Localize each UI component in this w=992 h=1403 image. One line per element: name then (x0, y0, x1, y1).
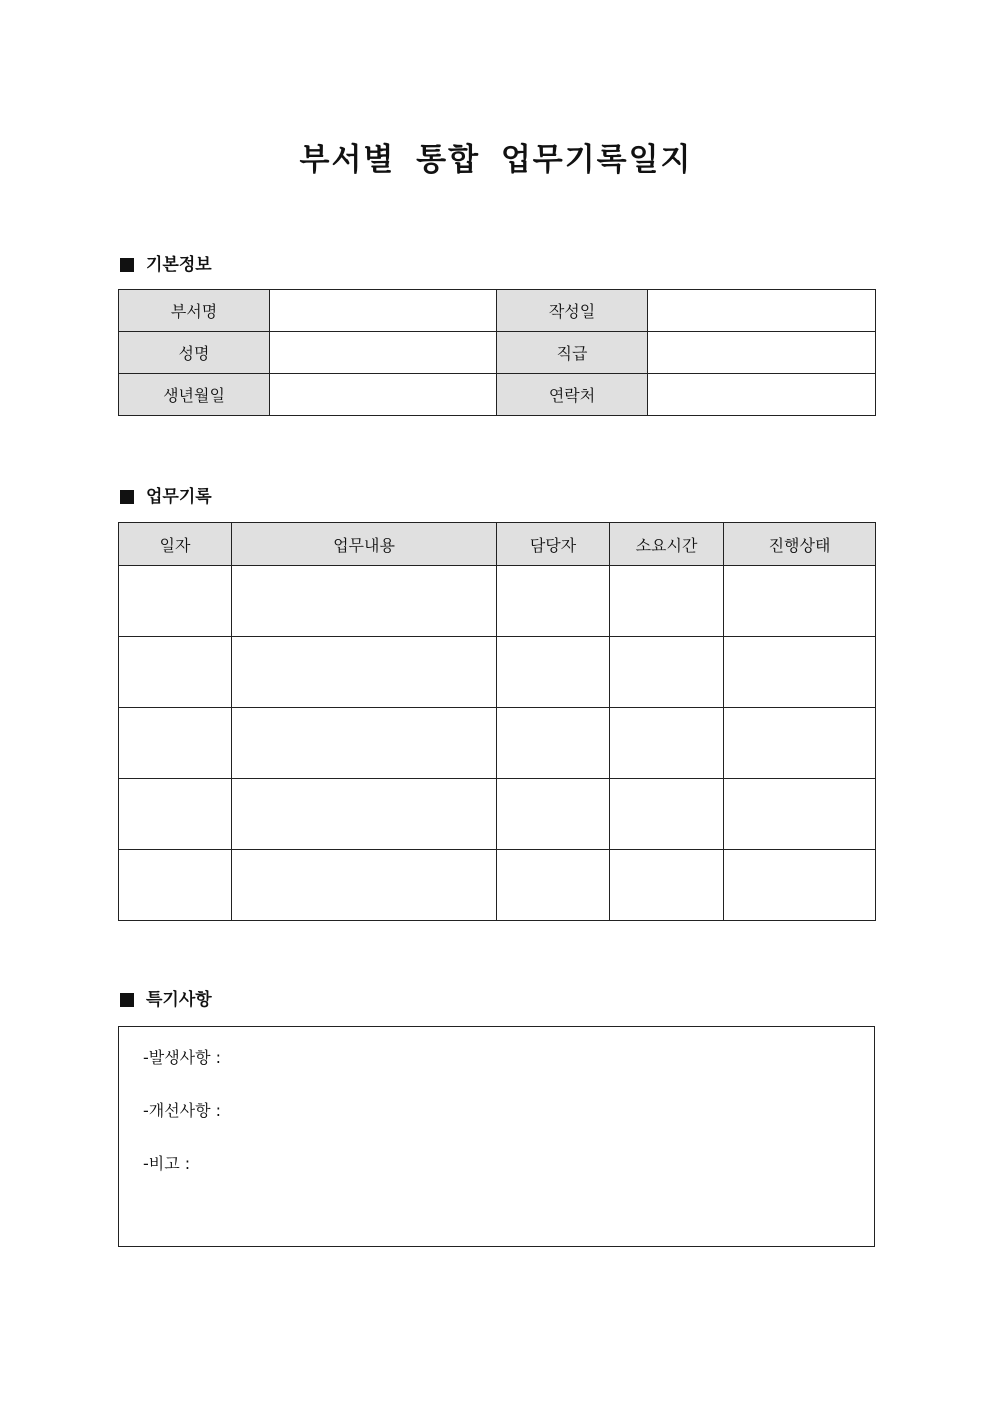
column-header-content: 업무내용 (232, 523, 497, 566)
contact-field[interactable] (648, 374, 876, 416)
table-cell[interactable] (724, 779, 876, 850)
column-header-status: 진행상태 (724, 523, 876, 566)
table-cell[interactable] (610, 637, 724, 708)
work-log-heading (118, 485, 212, 509)
table-cell[interactable] (497, 566, 610, 637)
table-row (119, 708, 876, 779)
column-header-date: 일자 (119, 523, 232, 566)
field-label: 성명 (119, 332, 270, 374)
notes-heading-label: 특기사항 (146, 990, 212, 1010)
table-cell[interactable] (232, 779, 497, 850)
table-cell[interactable] (497, 708, 610, 779)
birthdate-field[interactable] (270, 374, 497, 416)
position-field[interactable] (648, 332, 876, 374)
work-log-table (118, 522, 876, 921)
notes-heading (118, 988, 212, 1012)
table-cell[interactable] (724, 566, 876, 637)
table-header-row (119, 523, 876, 566)
table-cell[interactable] (497, 779, 610, 850)
table-cell[interactable] (610, 850, 724, 921)
table-cell[interactable] (232, 708, 497, 779)
table-cell[interactable] (724, 637, 876, 708)
table-row (119, 332, 876, 374)
note-improvement: -개선사항 : (143, 1101, 222, 1120)
table-cell[interactable] (232, 850, 497, 921)
table-row (119, 637, 876, 708)
field-label: 작성일 (497, 290, 648, 332)
basic-info-heading-label: 기본정보 (146, 255, 212, 275)
table-cell[interactable] (497, 850, 610, 921)
field-label: 생년월일 (119, 374, 270, 416)
field-label: 연락처 (497, 374, 648, 416)
table-cell[interactable] (610, 566, 724, 637)
table-cell[interactable] (119, 708, 232, 779)
table-cell[interactable] (610, 779, 724, 850)
table-cell[interactable] (724, 850, 876, 921)
document-title: 부서별 통합 업무기록일지 (299, 142, 693, 178)
basic-info-heading (118, 253, 212, 277)
square-bullet-icon (120, 258, 134, 272)
name-field[interactable] (270, 332, 497, 374)
table-cell[interactable] (232, 637, 497, 708)
field-label: 직급 (497, 332, 648, 374)
table-cell[interactable] (119, 779, 232, 850)
table-cell[interactable] (119, 566, 232, 637)
table-row (119, 850, 876, 921)
table-row (119, 566, 876, 637)
note-remarks: -비고 : (143, 1154, 191, 1173)
table-cell[interactable] (232, 566, 497, 637)
note-occurrence: -발생사항 : (143, 1048, 222, 1067)
department-field[interactable] (270, 290, 497, 332)
column-header-duration: 소요시간 (610, 523, 724, 566)
column-header-assignee: 담당자 (497, 523, 610, 566)
notes-box[interactable] (118, 1026, 875, 1247)
square-bullet-icon (120, 490, 134, 504)
table-row (119, 779, 876, 850)
table-cell[interactable] (724, 708, 876, 779)
table-cell[interactable] (497, 637, 610, 708)
square-bullet-icon (120, 993, 134, 1007)
table-row (119, 374, 876, 416)
table-row (119, 290, 876, 332)
work-log-heading-label: 업무기록 (146, 487, 212, 507)
table-cell[interactable] (610, 708, 724, 779)
field-label: 부서명 (119, 290, 270, 332)
basic-info-table (118, 289, 876, 416)
table-cell[interactable] (119, 850, 232, 921)
date-written-field[interactable] (648, 290, 876, 332)
table-cell[interactable] (119, 637, 232, 708)
